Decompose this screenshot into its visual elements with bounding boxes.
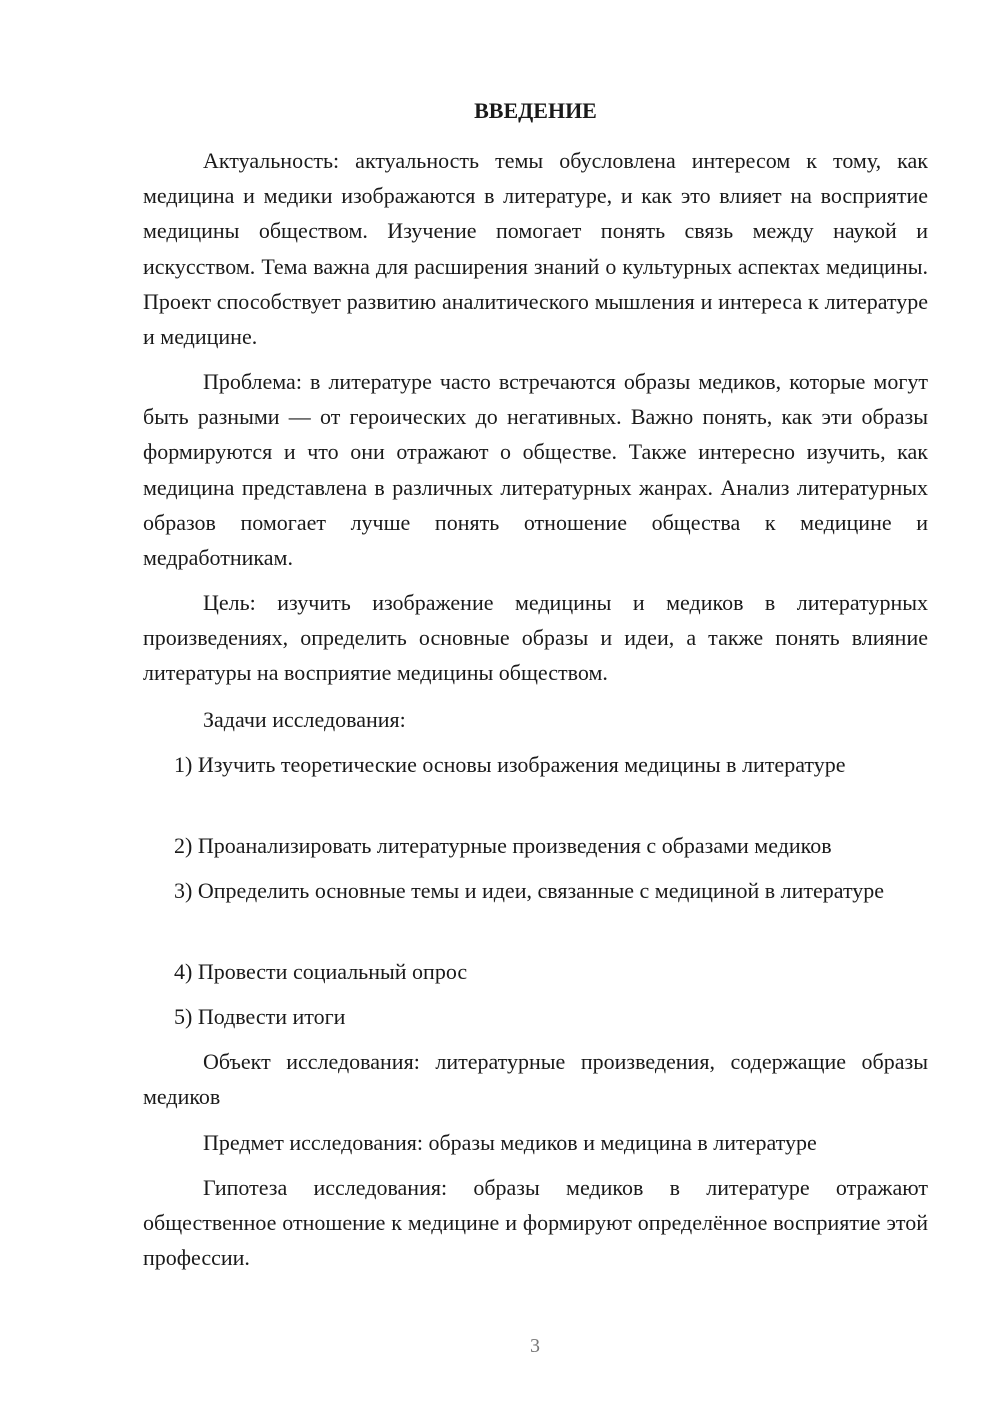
task-item: 2) Проанализировать литературные произведения с образами медиков (174, 833, 832, 858)
paragraph-problem: Проблема: в литературе часто встречаются образы медиков, которые могут быть разными — от героических до негативных. Важно понять, как эти образы формируются и что они отражают о обществе. Также интересно изучить, как медицина представлена в различных литературных жанрах. Анализ литературных образов помогает лучше понять отношение общества к медицине и медработникам. (143, 369, 928, 571)
task-item: 3) Определить основные темы и идеи, связанные с медициной в литературе (174, 878, 885, 903)
task-item: 4) Провести социальный опрос (174, 959, 468, 984)
page-title: ВВЕДЕНИЕ (474, 98, 597, 123)
page-number: 3 (530, 1335, 540, 1357)
paragraph-object: Объект исследования: литературные произведения, содержащие образы медиков (143, 1049, 928, 1110)
paragraph-hypothesis: Гипотеза исследования: образы медиков в литературе отражают общественное отношение к медицине и формируют определённое восприятие этой профессии. (143, 1175, 928, 1271)
paragraph-goal: Цель: изучить изображение медицины и медиков в литературных произведениях, определить основные образы и идеи, а также понять влияние литературы на восприятие медицины обществом. (143, 590, 928, 686)
task-item: 1) Изучить теоретические основы изображения медицины в литературе (174, 752, 846, 777)
task-item: 5) Подвести итоги (174, 1004, 346, 1029)
paragraph-relevance: Актуальность: актуальность темы обусловлена интересом к тому, как медицина и медики изображаются в литературе, и как это влияет на восприятие медицины обществом. Изучение помогает понять связь между наукой и искусством. Тема важна для расширения знаний о культурных аспектах медицины. Проект способствует развитию аналитического мышления и интереса к литературе и медицине. (143, 148, 928, 350)
tasks-heading: Задачи исследования: (203, 707, 406, 732)
paragraph-subject: Предмет исследования: образы медиков и медицина в литературе (203, 1130, 817, 1155)
